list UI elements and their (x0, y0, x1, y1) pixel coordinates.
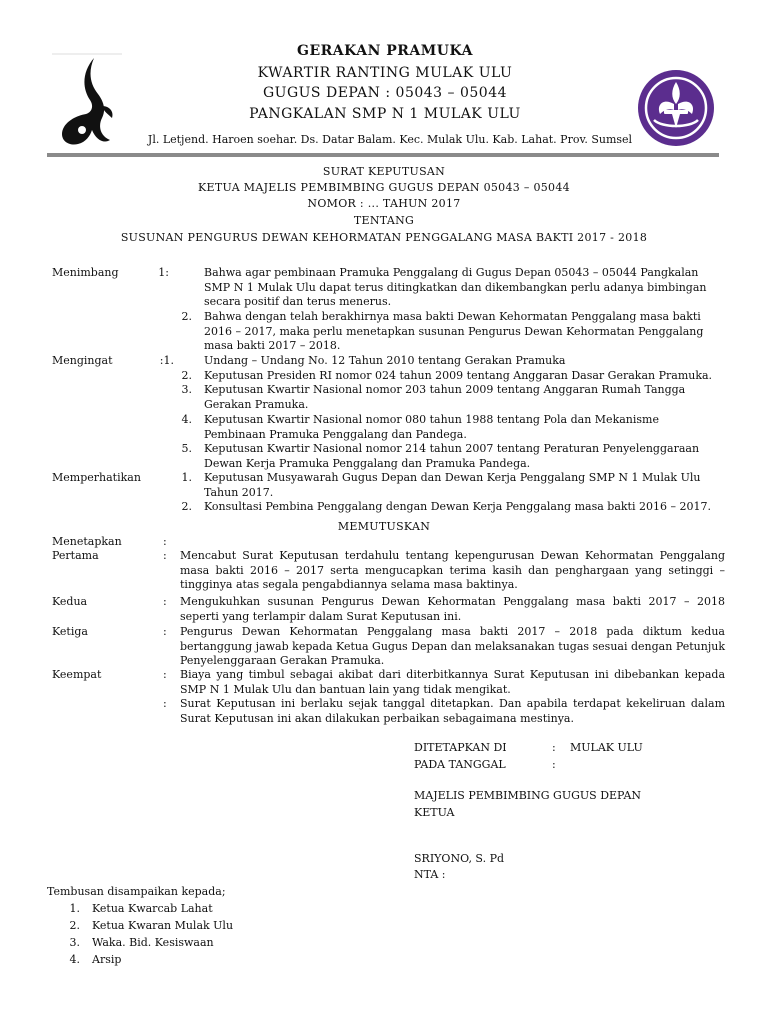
menimbang-item-1 (204, 266, 724, 310)
header-rule-thick (47, 153, 719, 157)
tembusan-item-1: Ketua Kwarcab Lahat (92, 902, 213, 915)
memutuskan-heading: MEMUTUSKAN (337, 520, 431, 533)
menetapkan-label: Menetapkan (52, 535, 122, 548)
diktum-colon: : (163, 697, 167, 710)
tanggal-label: PADA TANGGAL (414, 758, 506, 771)
memperhatikan-num-1: 1. (181, 471, 192, 484)
mengingat-item-3 (204, 383, 724, 412)
menetapkan-colon: : (163, 535, 167, 548)
mengingat-num-2: 2. (181, 369, 192, 382)
mengingat-num-5: 5. (181, 442, 192, 455)
mengingat-item-5 (204, 442, 724, 471)
mengingat-item-2 (204, 369, 734, 384)
diktum-kelima-text: Surat Keputusan ini berlaku sejak tanggal ditetapkan. Dan apabila terdapat kekeliruan dalam Surat Keputusan ini akan dilakukan perbaikan sebagaimana mestinya. (180, 697, 725, 725)
tembusan-item-4: Arsip (92, 953, 122, 966)
line: Gerakan Pramuka. (204, 397, 309, 411)
line: Bahwa agar pembinaan Pramuka Penggalang di Gugus Depan 05043 – 05044 Pangkalan (204, 266, 699, 279)
line: Pembinaan Pramuka Penggalang dan Pandega. (204, 427, 467, 441)
diktum-colon: : (163, 668, 167, 681)
majelis-title: MAJELIS PEMBIMBING GUGUS DEPAN (414, 789, 642, 802)
diktum-ketiga-text: Pengurus Dewan Kehormatan Penggalang masa bakti 2017 – 2018 pada diktum kedua bertanggung jawab kepada Ketua Gugus Depan dan melaksanakan tugas sesuai dengan Petunjuk Penyelenggaraan Gerakan Pramuka. (180, 625, 725, 667)
address: Jl. Letjend. Haroen soehar. Ds. Datar Balam. Kec. Mulak Ulu. Kab. Lahat. Prov. Sumsel (147, 133, 633, 146)
line: Tahun 2017. (204, 485, 274, 499)
tembusan-num-4: 4. (69, 953, 80, 966)
line: secara positif dan terus menerus. (204, 295, 392, 308)
ketua-title: KETUA (414, 806, 455, 819)
line: Konsultasi Pembina Penggalang dengan Dewan Kerja Penggalang masa bakti 2016 – 2017. (204, 500, 711, 513)
diktum-colon: : (163, 625, 167, 638)
line: 2016 – 2017, maka perlu menetapkan susunan Pengurus Dewan Kehormatan Penggalang (204, 324, 704, 338)
line: Keputusan Kwartir Nasional nomor 214 tahun 2007 tentang Peraturan Penyelenggaraan (204, 442, 700, 455)
ditetapkan-colon: : (552, 741, 556, 754)
line: Keputusan Kwartir Nasional nomor 203 tahun 2009 tentang Anggaran Rumah Tangga (204, 383, 686, 396)
mengingat-item-1 (204, 354, 724, 369)
line: Keputusan Musyawarah Gugus Depan dan Dewan Kerja Penggalang SMP N 1 Mulak Ulu (204, 471, 701, 484)
signer-nta: NTA : (414, 868, 446, 881)
diktum-colon: : (163, 595, 167, 608)
menimbang-num-1: 1: (158, 266, 169, 279)
tembusan-num-2: 2. (69, 919, 80, 932)
tembusan-title: Tembusan disampaikan kepada; (47, 885, 226, 898)
line: Keputusan Kwartir Nasional nomor 080 tahun 1988 tentang Pola dan Mekanisme (204, 413, 659, 426)
diktum-kedua-text: Mengukuhkan susunan Pengurus Dewan Kehormatan Penggalang masa bakti 2017 – 2018 seperti yang terlampir dalam Surat Keputusan ini. (180, 595, 725, 623)
mengingat-item-4 (204, 413, 724, 442)
diktum-keempat-label: Keempat (52, 668, 102, 681)
doc-subject: SUSUNAN PENGURUS DEWAN KEHORMATAN PENGGALANG MASA BAKTI 2017 - 2018 (120, 231, 648, 244)
mengingat-num-1: :1. (159, 354, 174, 367)
mengingat-num-3: 3. (181, 383, 192, 396)
diktum-pertama-label: Pertama (52, 549, 99, 562)
memperhatikan-label: Memperhatikan (52, 471, 141, 484)
line: SMP N 1 Mulak Ulu dapat terus ditingkatkan dan dikembangkan perlu adanya bimbingan (204, 280, 707, 294)
diktum-pertama-text: Mencabut Surat Keputusan terdahulu tentang kepengurusan Dewan Kehormatan Penggalang masa bakti 2016 – 2017 serta mengucapkan terima kasih dan penghargaan yang setinggi – tingginya atas segala pengabdiannya selama masa baktinya. (180, 549, 725, 591)
mengingat-label: Mengingat (52, 354, 113, 367)
wosm-emblem-logo (636, 68, 716, 148)
base-school: PANGKALAN SMP N 1 MULAK ULU (249, 106, 521, 122)
gudep-number: GUGUS DEPAN : 05043 – 05044 (262, 85, 508, 101)
ditetapkan-label: DITETAPKAN DI (414, 741, 507, 754)
memperhatikan-item-1 (204, 471, 724, 500)
diktum-colon: : (163, 549, 167, 562)
tunas-kelapa-logo (52, 50, 122, 150)
kwartir-name: KWARTIR RANTING MULAK ULU (257, 65, 513, 81)
tembusan-item-2: Ketua Kwaran Mulak Ulu (92, 919, 234, 932)
mengingat-num-4: 4. (181, 413, 192, 426)
doc-number: NOMOR : ... TAHUN 2017 (307, 197, 461, 210)
line: Undang – Undang No. 12 Tahun 2010 tentang Gerakan Pramuka (204, 354, 566, 367)
tembusan-num-1: 1. (69, 902, 80, 915)
tembusan-item-3: Waka. Bid. Kesiswaan (92, 936, 214, 949)
menimbang-item-2 (204, 310, 724, 354)
memperhatikan-num-2: 2. (181, 500, 192, 513)
menimbang-num-2: 2. (181, 310, 192, 323)
line: Bahwa dengan telah berakhirnya masa bakti Dewan Kehormatan Penggalang masa bakti (204, 310, 701, 323)
menimbang-label: Menimbang (52, 266, 119, 279)
doc-title: SURAT KEPUTUSAN (322, 165, 446, 178)
line: Keputusan Presiden RI nomor 024 tahun 2009 tentang Anggaran Dasar Gerakan Pramuka. (204, 369, 713, 382)
doc-subtitle: KETUA MAJELIS PEMBIMBING GUGUS DEPAN 05043 – 05044 (198, 181, 570, 194)
ditetapkan-value: MULAK ULU (570, 741, 643, 754)
diktum-ketiga-label: Ketiga (52, 625, 88, 638)
doc-tentang: TENTANG (353, 214, 415, 227)
tanggal-colon: : (552, 758, 556, 771)
diktum-kedua-label: Kedua (52, 595, 88, 608)
signer-name: SRIYONO, S. Pd (414, 852, 505, 865)
diktum-keempat-text: Biaya yang timbul sebagai akibat dari diterbitkannya Surat Keputusan ini dibebankan kepada SMP N 1 Mulak Ulu dan bantuan lain yang tidak mengikat. (180, 668, 725, 696)
tembusan-num-3: 3. (69, 936, 80, 949)
org-name: GERAKAN PRAMUKA (297, 43, 473, 59)
line: Dewan Kerja Pramuka Penggalang dan Pramuka Pandega. (204, 456, 531, 470)
line: masa bakti 2017 – 2018. (204, 339, 341, 352)
memperhatikan-item-2 (204, 500, 734, 515)
